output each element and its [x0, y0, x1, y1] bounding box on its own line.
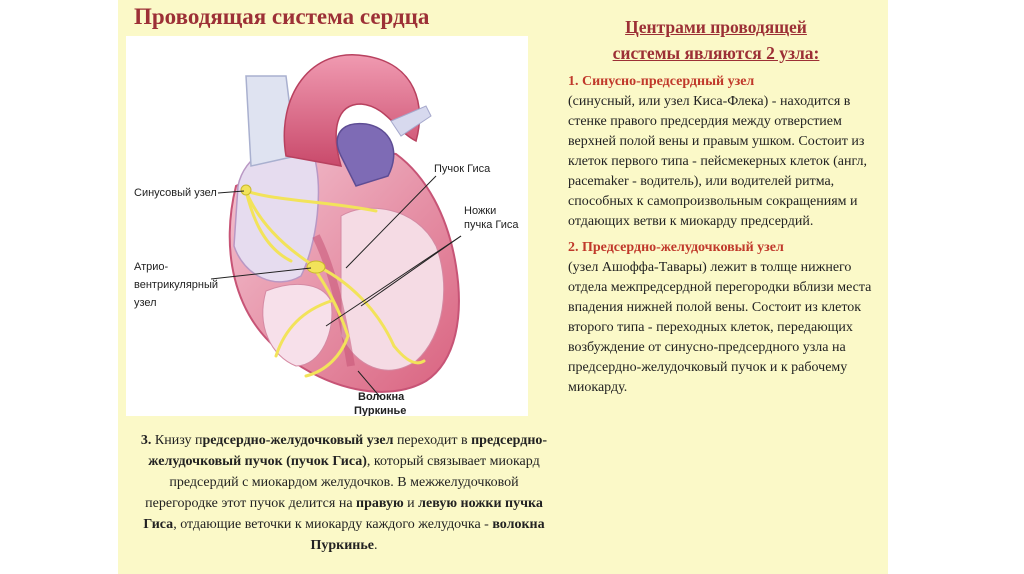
point3-right-branch: правую: [356, 496, 404, 511]
label-av-node-3: узел: [134, 297, 157, 309]
centers-heading-line2: системы являются 2 узла:: [612, 43, 820, 63]
point3-left-branch: левую ножки пучка Гиса: [143, 496, 543, 532]
label-branches-1: Ножки: [464, 205, 497, 217]
point3-text-b: переходит в: [393, 433, 472, 448]
label-purkinje-1: Волокна: [358, 391, 405, 403]
av-node-dot: [307, 261, 325, 273]
label-av-node-2: вентрикулярный: [134, 279, 219, 291]
heart-conduction-figure: [126, 36, 528, 416]
nodes-description: [568, 72, 880, 398]
label-purkinje-2: Пуркинье: [354, 405, 407, 416]
point3-text-e: , отдающие веточки к миокарду каждого желудочка -: [173, 517, 493, 532]
node1-block: [568, 72, 880, 232]
point3-paragraph: [134, 430, 554, 556]
centers-heading-line1: Центрами проводящей: [625, 17, 807, 37]
point3-text-c: , который связывает миокард предсердий с миокардом желудочков. В межжелудочковой перегородке этот пучок делится на: [145, 454, 540, 511]
label-his-bundle: Пучок Гиса: [434, 163, 491, 175]
heart-illustration: [126, 36, 528, 416]
point3-his-bundle: предсердно-желудочковый пучок (пучок Гиса): [148, 433, 548, 469]
point3-text-d: и: [403, 496, 419, 511]
node1-heading: 1. Синусно-предсердный узел: [568, 74, 755, 89]
sinus-node-dot: [241, 185, 251, 195]
label-sinus-node: Синусовый узел: [134, 187, 217, 199]
point3-text-f: .: [374, 538, 378, 553]
slide-title: Проводящая система сердца: [134, 4, 430, 29]
centers-heading: [566, 14, 866, 66]
point3-av-node: редсердно-желудочковый узел: [202, 433, 394, 448]
node2-text: (узел Ашоффа-Тавары) лежит в толще нижнего отдела межпредсердной перегородки вблизи места впадения нижней полой вены. Состоит из клеток второго типа - переходных клеток, передающих возбуждение от синусно-предсердного узла на предсердно-желудочковый пучок и к рабочему миокарду.: [568, 260, 872, 395]
node2-heading: 2. Предсердно-желудочковый узел: [568, 240, 784, 255]
node1-text: (синусный, или узел Киса-Флека) - находится в стенке правого предсердия между отверстием верхней полой вены и правым ушком. Состоит из клеток первого типа - пейсмекерных клеток (англ, pacemaker - водитель), или водителей ритма, способных к самопроизвольным сокращениям и отдающих ветви к миокарду предсердий.: [568, 94, 868, 229]
point3-purkinje: волокна Пуркинье: [310, 517, 545, 553]
node2-block: [568, 238, 880, 398]
point3-text-a: Книзу п: [151, 433, 203, 448]
label-branches-2: пучка Гиса: [464, 219, 519, 231]
point3-number: 3.: [140, 433, 152, 448]
label-av-node-1: Атрио-: [134, 261, 169, 273]
